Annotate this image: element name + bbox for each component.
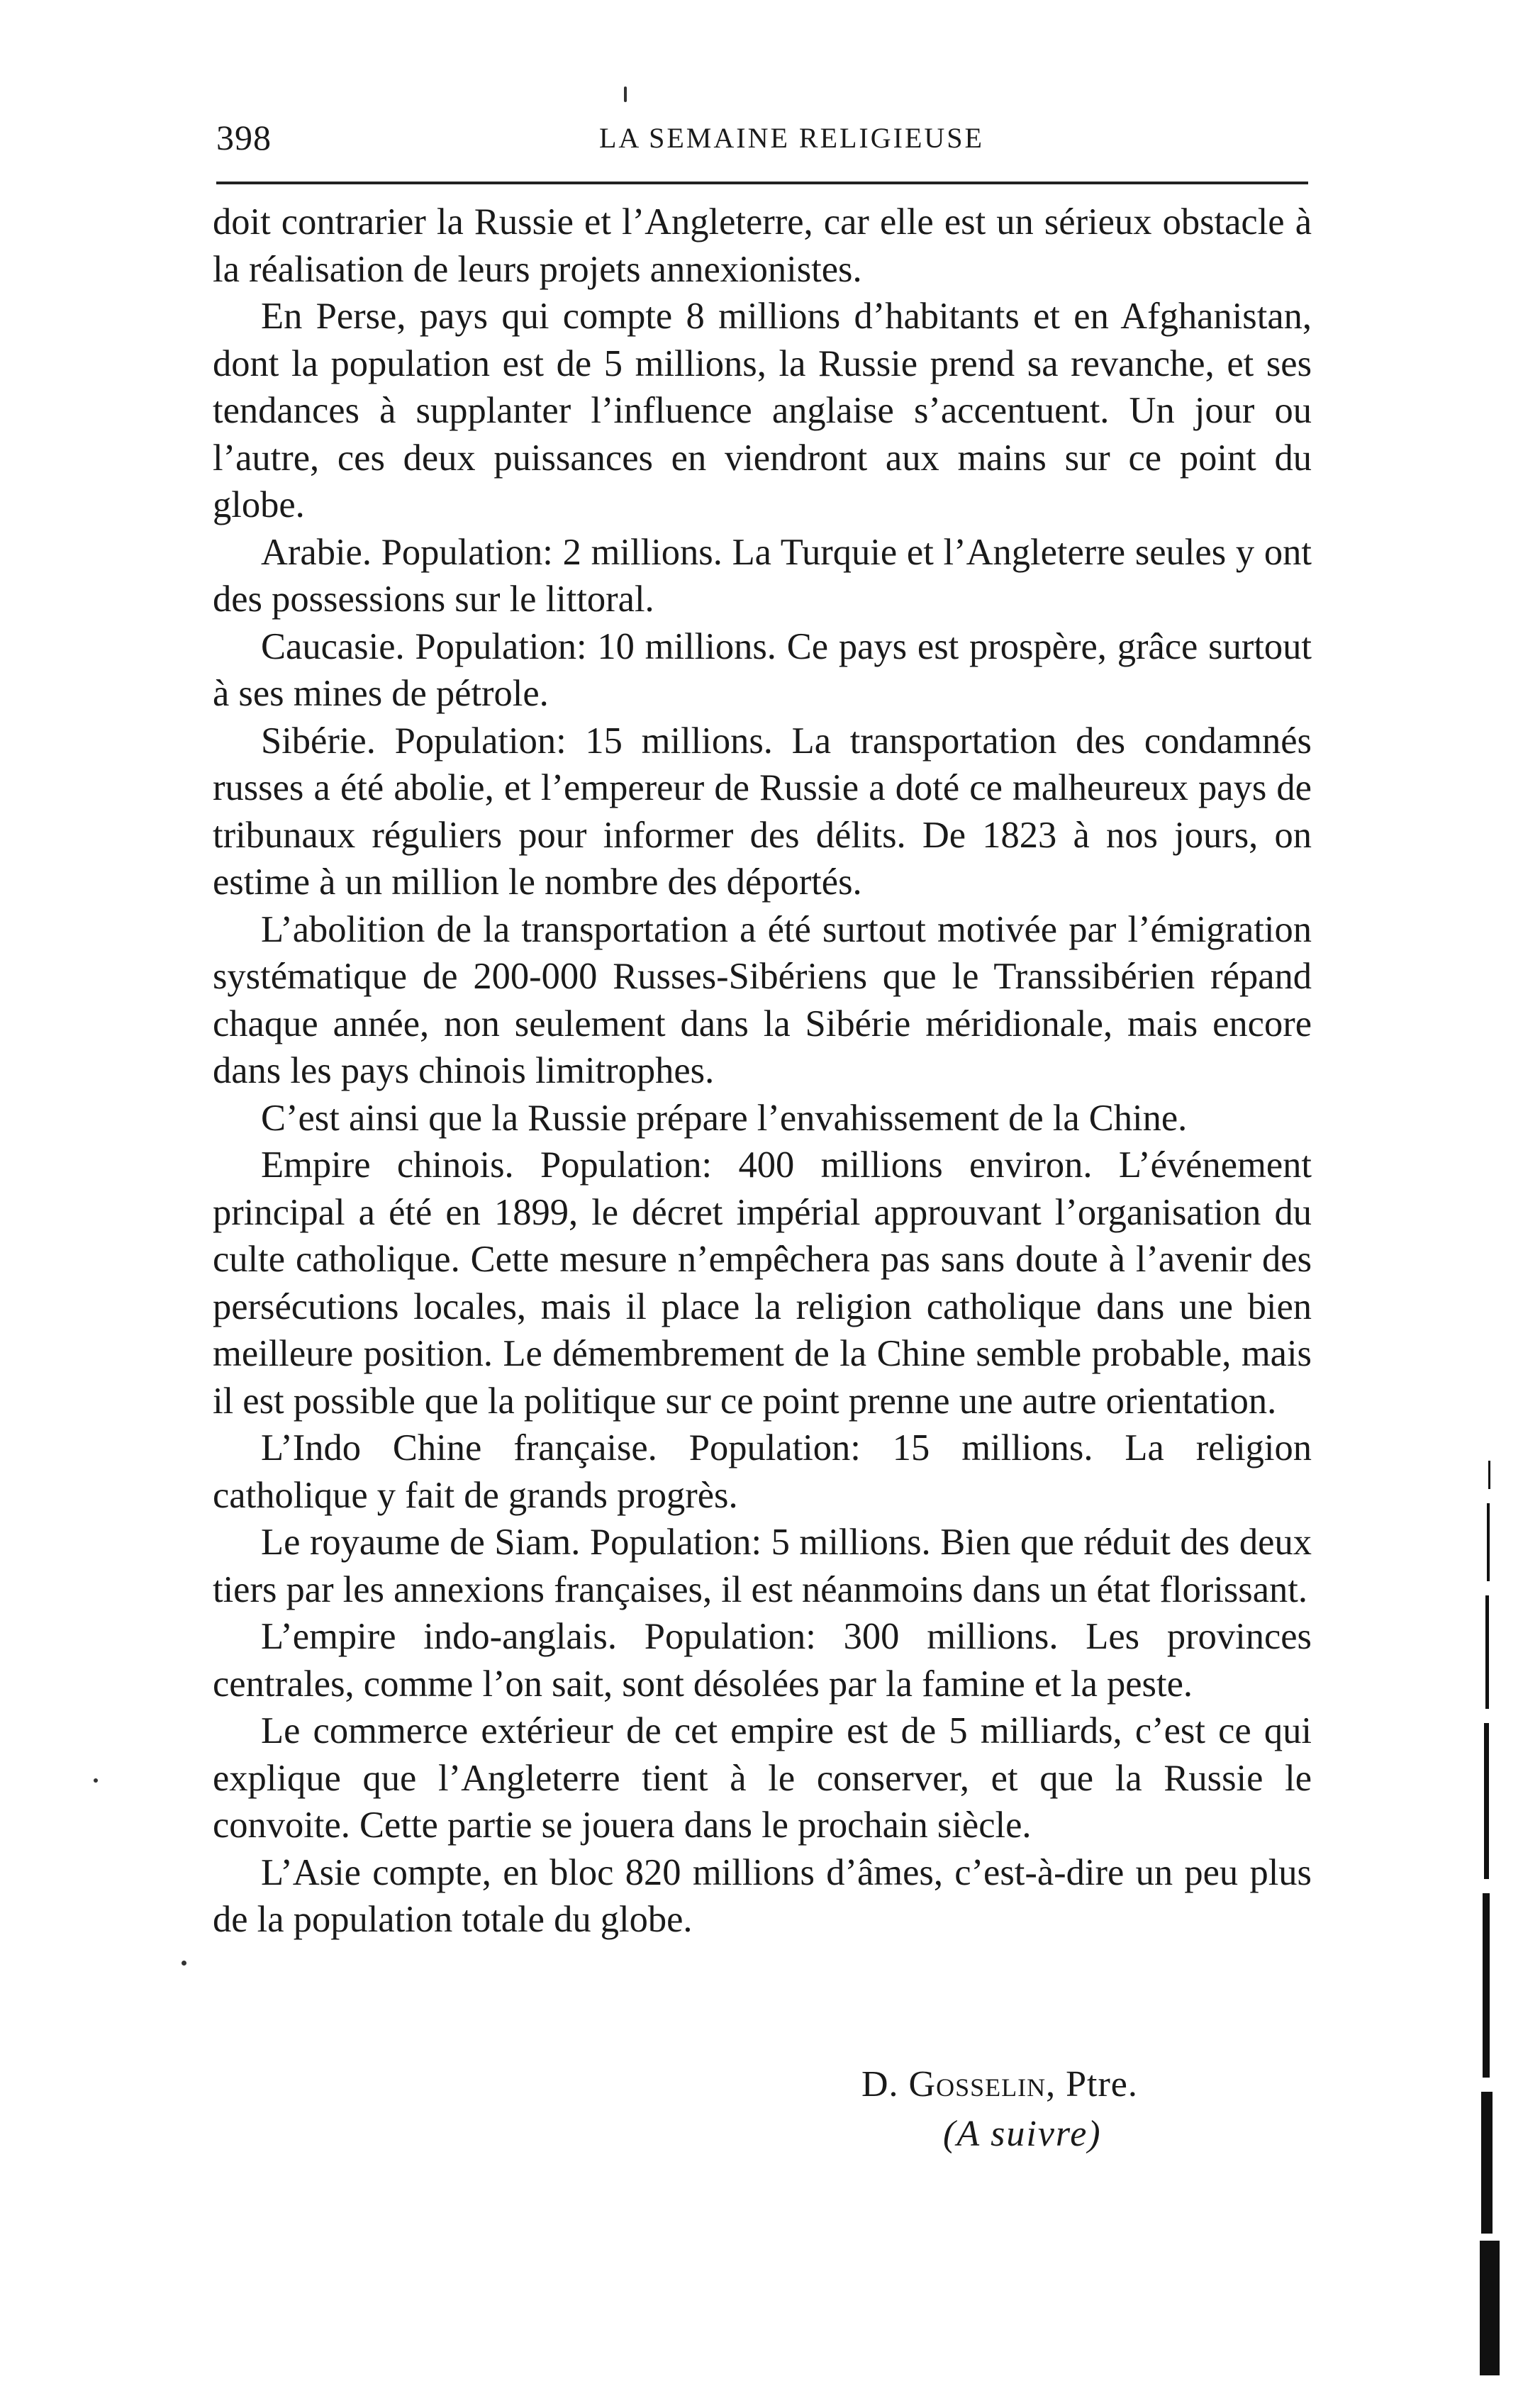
header-rule	[216, 182, 1308, 184]
author-title: , Ptre.	[1046, 2064, 1138, 2105]
paragraph: Arabie. Population: 2 millions. La Turquie et l’Angleterre seules y ont des possessions sur le littoral.	[213, 531, 1312, 620]
scan-speck	[94, 1778, 98, 1783]
page-number: 398	[216, 118, 272, 157]
paragraph: Caucasie. Population: 10 millions. Ce pays est prospère, grâce surtout à ses mines de pétrole.	[213, 625, 1312, 714]
paragraph: En Perse, pays qui compte 8 millions d’habitants et en Afghanistan, dont la population est de 5 millions, la Russie prend sa revanche, et ses tendances à supplanter l’influence anglaise s’accentuent. Un jour ou l’autre, ces deux puissances en viendront aux mains sur ce point du globe.	[213, 296, 1312, 525]
author-signature	[861, 2063, 1138, 2105]
paragraph: Sibérie. Population: 15 millions. La transportation des condamnés russes a été abolie, et l’empereur de Russie a doté ce malheureux pays de tribunaux réguliers pour informer des délits. De 1823 à nos jours, on estime à un million le nombre des déportés.	[213, 720, 1312, 903]
paragraph: L’Indo Chine française. Population: 15 millions. La religion catholique y fait de grands progrès.	[213, 1427, 1312, 1516]
paragraph: L’abolition de la transportation a été surtout motivée par l’émigration systématique de 200-000 Russes-Sibériens que le Transsibérien répand chaque année, non seulement dans la Sibérie méridionale, mais encore dans les pays chinois limitrophes.	[213, 908, 1312, 1091]
continued-note: (A suivre)	[943, 2114, 1102, 2154]
paragraph: doit contrarier la Russie et l’Angleterre, car elle est un sérieux obstacle à la réalisation de leurs projets annexionistes.	[213, 201, 1312, 290]
running-title: LA SEMAINE RELIGIEUSE	[599, 122, 984, 154]
scan-page-edge	[1478, 1461, 1504, 2375]
paragraph: Le royaume de Siam. Population: 5 millions. Bien que réduit des deux tiers par les annexions françaises, il est néanmoins dans un état florissant.	[213, 1522, 1312, 1610]
scan-speck	[624, 87, 627, 102]
author-name: D. Gosselin	[861, 2064, 1047, 2105]
paragraph: Le commerce extérieur de cet empire est de 5 milliards, c’est ce qui explique que l’Angleterre tient à le conserver, et que la Russie le convoite. Cette partie se jouera dans le prochain siècle.	[213, 1710, 1312, 1846]
paragraph: L’Asie compte, en bloc 820 millions d’âmes, c’est-à-dire un peu plus de la population totale du globe.	[213, 1851, 1312, 1940]
paragraph: C’est ainsi que la Russie prépare l’envahissement de la Chine.	[261, 1097, 1188, 1139]
article-body	[213, 199, 1312, 1944]
running-head	[216, 117, 1305, 167]
paragraph: Empire chinois. Population: 400 millions environ. L’événement principal a été en 1899, le décret impérial approuvant l’organisation du culte catholique. Cette mesure n’empêchera pas sans doute à l’avenir des persécutions locales, mais il place la religion catholique dans une bien meilleure position. Le démembrement de la Chine semble probable, mais il est possible que la politique sur ce point prenne une autre orientation.	[213, 1144, 1312, 1422]
paragraph: L’empire indo-anglais. Population: 300 millions. Les provinces centrales, comme l’on sait, sont désolées par la famine et la peste.	[213, 1616, 1312, 1705]
scan-speck	[182, 1961, 186, 1966]
